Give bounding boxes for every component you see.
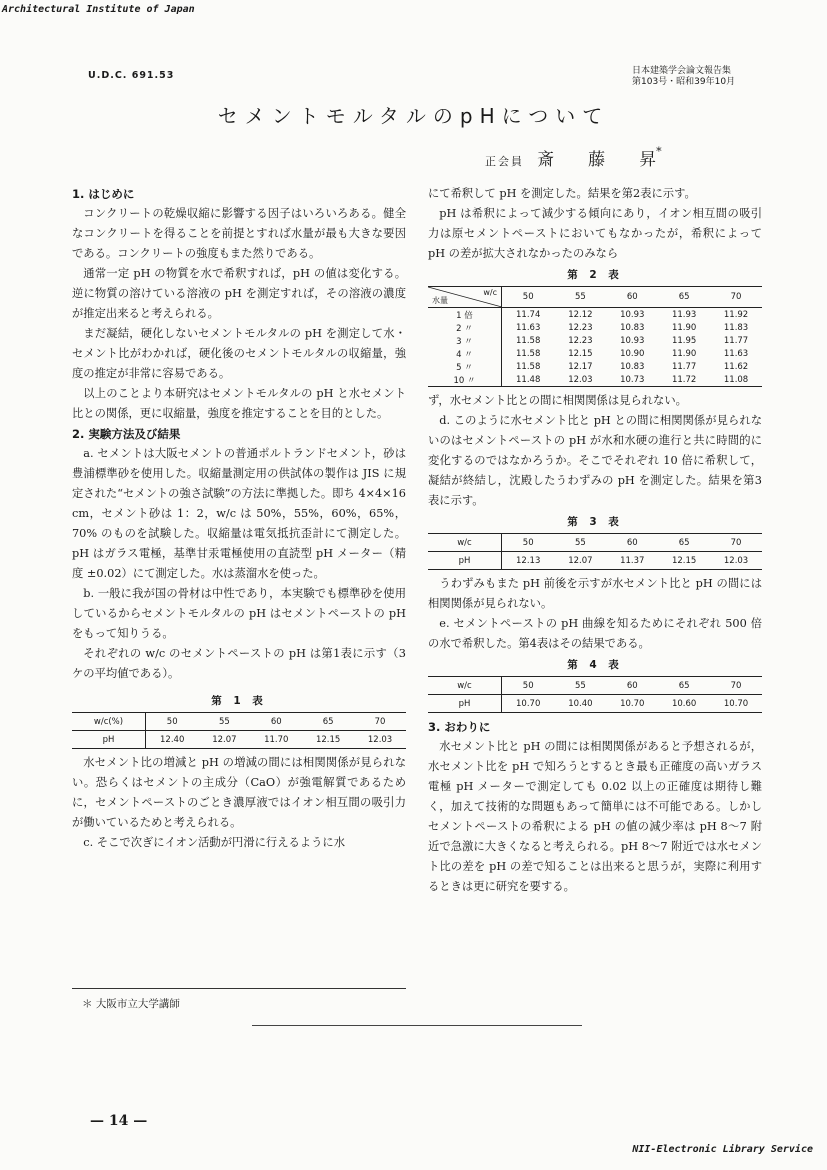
table-2-row-label: 1 倍 (428, 308, 501, 322)
table-2-row-label: 3 〃 (428, 334, 501, 347)
table-2-cell: 11.93 (671, 309, 697, 320)
table-3-cell: 12.13 (501, 552, 554, 570)
table-3-cell: 12.03 (710, 552, 762, 570)
table-row (428, 360, 762, 373)
section-heading-2: 2. 実験方法及び結果 (72, 427, 181, 441)
table-2-header-cell: 60 (606, 287, 658, 308)
table-2-cell: 11.92 (723, 309, 749, 320)
paragraph: それぞれの w/c のセメントペーストの pH は第1表に示す（3ケの平均値である）。 (72, 647, 406, 680)
table-row (428, 334, 762, 347)
paragraph: e. セメントペーストの pH 曲線を知るためにそれぞれ 500 倍の水で希釈した。第4表はその結果である。 (428, 617, 762, 650)
table-1-cell: 12.15 (302, 731, 354, 749)
table-2-cell: 11.77 (671, 361, 697, 372)
table-2-cell: 10.90 (620, 348, 645, 359)
table-2-cell: 11.95 (671, 335, 697, 346)
end-rule (252, 1025, 582, 1026)
table-2-cell: 10.83 (620, 361, 645, 372)
table-4-header-cell: 60 (606, 677, 658, 695)
table-3-cell: 12.07 (554, 552, 606, 570)
table-1-header-cell: 50 (145, 713, 198, 731)
table-1 (72, 712, 406, 749)
table-3-cell: 11.37 (606, 552, 658, 570)
table-1-header-cell: 55 (198, 713, 250, 731)
table-row (428, 695, 762, 713)
table-1-header-cell: 70 (354, 713, 406, 731)
table-3 (428, 533, 762, 570)
table-2-cell: 11.90 (671, 348, 697, 359)
table-2-cell: 10.93 (620, 335, 645, 346)
author-membership: 正会員 (485, 155, 524, 168)
table-2-cell: 10.83 (620, 322, 645, 333)
table-2-cell: 11.72 (658, 373, 710, 387)
institute-header: Architectural Institute of Japan (2, 4, 195, 15)
table-row (428, 321, 762, 334)
table-row (428, 552, 762, 570)
journal-name: 日本建築学会論文報告集 (632, 66, 732, 76)
table-2-cell: 11.77 (723, 335, 749, 346)
table-2-corner-bottom: 水量 (432, 296, 448, 305)
table-1-cell: 12.40 (145, 731, 198, 749)
paragraph: 以上のことより本研究はセメントモルタルの pH と水セメント比との関係，更に収縮量，強度を推定することを目的とした。 (72, 387, 406, 420)
table-2-cell: 11.63 (723, 348, 749, 359)
table-row (428, 308, 762, 322)
table-2-cell: 12.23 (568, 322, 593, 333)
paragraph: うわずみもまた pH 前後を示すが水セメント比と pH の間には相関関係が見られない。 (428, 577, 762, 610)
paragraph: d. このように水セメント比と pH との間に相関関係が見られないのはセメントペーストの pH が水和水硬の進行と共に時間的に変化するのではなかろうか。そこでそれぞれ 10 倍に希釈して，凝結が終結し，沈殿したうわずみの pH を測定した。結果を第3表に示す。 (428, 414, 762, 507)
table-2-header-cell: 50 (501, 287, 554, 308)
paragraph: にて希釈して pH を測定した。結果を第2表に示す。 (428, 187, 696, 200)
paragraph: pH は希釈によって減少する傾向にあり，イオン相互間の吸引力は原セメントペーストにおいてもなかったが，希釈によって pH の差が拡大されなかったのみなら (428, 207, 762, 260)
paragraph: ず，水セメント比との間に相関関係は見られない。 (428, 394, 687, 407)
table-4-row-label: pH (428, 695, 501, 713)
table-2-cell: 12.15 (568, 348, 593, 359)
paragraph: c. そこで次ぎにイオン活動が円滑に行えるように水 (83, 836, 346, 849)
table-4-cell: 10.70 (606, 695, 658, 713)
table-2-cell: 11.90 (671, 322, 697, 333)
paragraph: b. 一般に我が国の骨材は中性であり，本実験でも標準砂を使用しているからセメントモルタルの pH はセメントペーストの pH をもって知りうる。 (72, 587, 406, 640)
table-2-cell: 12.17 (568, 361, 593, 372)
table-2-row-label: 10 〃 (428, 373, 501, 387)
table-2-cell: 11.74 (516, 309, 541, 320)
table-4-header-cell: 50 (501, 677, 554, 695)
table-1-cell: 12.03 (354, 731, 406, 749)
table-4-caption: 第 4 表 (567, 659, 623, 671)
table-4-cell: 10.40 (554, 695, 606, 713)
section-heading-3: 3. おわりに (428, 720, 491, 734)
table-3-header-cell: w/c (428, 534, 501, 552)
table-2-cell: 12.12 (568, 309, 593, 320)
journal-issue: 第103号・昭和39年10月 (632, 77, 736, 87)
table-2-cell: 10.93 (620, 309, 645, 320)
table-2-cell: 11.48 (501, 373, 554, 387)
table-2 (428, 286, 762, 387)
footnote: ＊ 大阪市立大学講師 (82, 998, 180, 1010)
table-1-row-label: pH (72, 731, 145, 749)
table-2-cell: 11.63 (516, 322, 541, 333)
table-1-header-cell: 65 (302, 713, 354, 731)
table-2-header-cell: 65 (658, 287, 710, 308)
footer-service: NII-Electronic Library Service (632, 1144, 813, 1155)
table-2-row-label: 2 〃 (428, 321, 501, 334)
table-3-row-label: pH (428, 552, 501, 570)
table-1-header-cell: w/c(%) (72, 713, 145, 731)
table-2-corner-cell (428, 287, 501, 308)
table-2-cell: 11.58 (516, 335, 541, 346)
paper-title: セメントモルタルのpHについて (217, 104, 610, 128)
table-1-header-cell: 60 (250, 713, 302, 731)
table-2-cell: 11.58 (516, 348, 541, 359)
table-3-cell: 12.15 (658, 552, 710, 570)
table-3-caption: 第 3 表 (567, 516, 623, 528)
journal-info (632, 66, 735, 88)
table-3-header-cell: 65 (658, 534, 710, 552)
table-1-cell: 12.07 (198, 731, 250, 749)
table-2-cell: 12.03 (554, 373, 606, 387)
author-line (485, 145, 662, 170)
paragraph: 水セメント比の増減と pH の増減の間には相関関係が見られない。恐らくはセメントの主成分（CaO）が強電解質であるために，セメントペーストのごとき濃厚液ではイオン相互間の吸引力が働いているためと考えられる。 (72, 756, 406, 829)
table-row (428, 373, 762, 387)
table-row (428, 347, 762, 360)
paragraph: a. セメントは大阪セメントの普通ポルトランドセメント，砂は豊浦標準砂を使用した。収縮量測定用の供試体の製作は JIS に規定された“セメントの強さ試験”の方法に準拠した。即ち 4×4×16 cm，セメント砂は 1：2，w/c は 50%，55%，60%，65%，70% のものを試験した。収縮量は電気抵抗歪計にて測定した。pH はガラス電極，基準甘汞電極使用の直読型 pH メーター（精度 ±0.02）にて測定した。水は蒸溜水を使った。 (72, 447, 406, 580)
udc-code: U.D.C. 691.53 (88, 70, 175, 81)
section-heading-1: 1. はじめに (72, 187, 135, 201)
paragraph: まだ凝結，硬化しないセメントモルタルの pH を測定して水・セメント比がわかれば，硬化後のセメントモルタルの収縮量，強度の推定が非常に容易である。 (72, 327, 406, 380)
table-1-caption: 第 1 表 (211, 695, 267, 707)
table-4-header-cell: w/c (428, 677, 501, 695)
table-2-row-label: 4 〃 (428, 347, 501, 360)
table-4-cell: 10.70 (501, 695, 554, 713)
table-2-cell: 11.62 (723, 361, 749, 372)
table-2-row-label: 5 〃 (428, 360, 501, 373)
table-4-header-cell: 65 (658, 677, 710, 695)
table-2-cell: 12.23 (568, 335, 593, 346)
table-2-cell: 10.73 (606, 373, 658, 387)
left-column (72, 184, 406, 853)
table-2-cell: 11.08 (710, 373, 762, 387)
table-2-cell: 11.58 (516, 361, 541, 372)
table-1-cell: 11.70 (250, 731, 302, 749)
table-row (72, 731, 406, 749)
paragraph: 通常一定 pH の物質を水で希釈すれば，pH の値は変化する。逆に物質の溶けている溶液の pH を測定すれば，その溶液の濃度が推定出来ると考えられる。 (72, 267, 406, 320)
table-4-header-cell: 70 (710, 677, 762, 695)
table-3-header-cell: 50 (501, 534, 554, 552)
table-2-header-cell: 55 (554, 287, 606, 308)
table-3-header-cell: 55 (554, 534, 606, 552)
table-3-header-cell: 70 (710, 534, 762, 552)
table-3-header-cell: 60 (606, 534, 658, 552)
table-2-caption: 第 2 表 (567, 269, 623, 281)
table-2-header-cell: 70 (710, 287, 762, 308)
table-4-cell: 10.70 (710, 695, 762, 713)
paragraph: コンクリートの乾燥収縮に影響する因子はいろいろある。健全なコンクリートを得ることを前提とすれば水量が最も大きな要因である。コンクリートの強度もまた然りである。 (72, 207, 406, 260)
table-2-corner-top: w/c (483, 288, 497, 297)
table-2-cell: 11.83 (723, 322, 749, 333)
table-4-cell: 10.60 (658, 695, 710, 713)
table-4-header-cell: 55 (554, 677, 606, 695)
page-number: — 14 — (90, 1113, 148, 1129)
paragraph: 水セメント比と pH の間には相関関係があると予想されるが，水セメント比を pH で知ろうとするとき最も正確度の高いガラス電極 pH メーターで測定しても 0.02 以上の正確度は期待し難く，加えて技術的な問題もあって簡単には不可能である。しかしセメントペーストの希釈による pH の値の減少率は pH 8～7 附近で急激に大きくなると考えられる。pH 8～7 附近では水セメント比の差を pH の差で知ることは出来ると思うが，実際に利用するときは更に研究を要する。 (428, 740, 762, 893)
table-4 (428, 676, 762, 713)
footnote-rule (72, 988, 406, 989)
author-footnote-mark: * (656, 145, 662, 158)
author-name: 斎 藤 昇 (537, 150, 657, 170)
right-column (428, 184, 762, 897)
